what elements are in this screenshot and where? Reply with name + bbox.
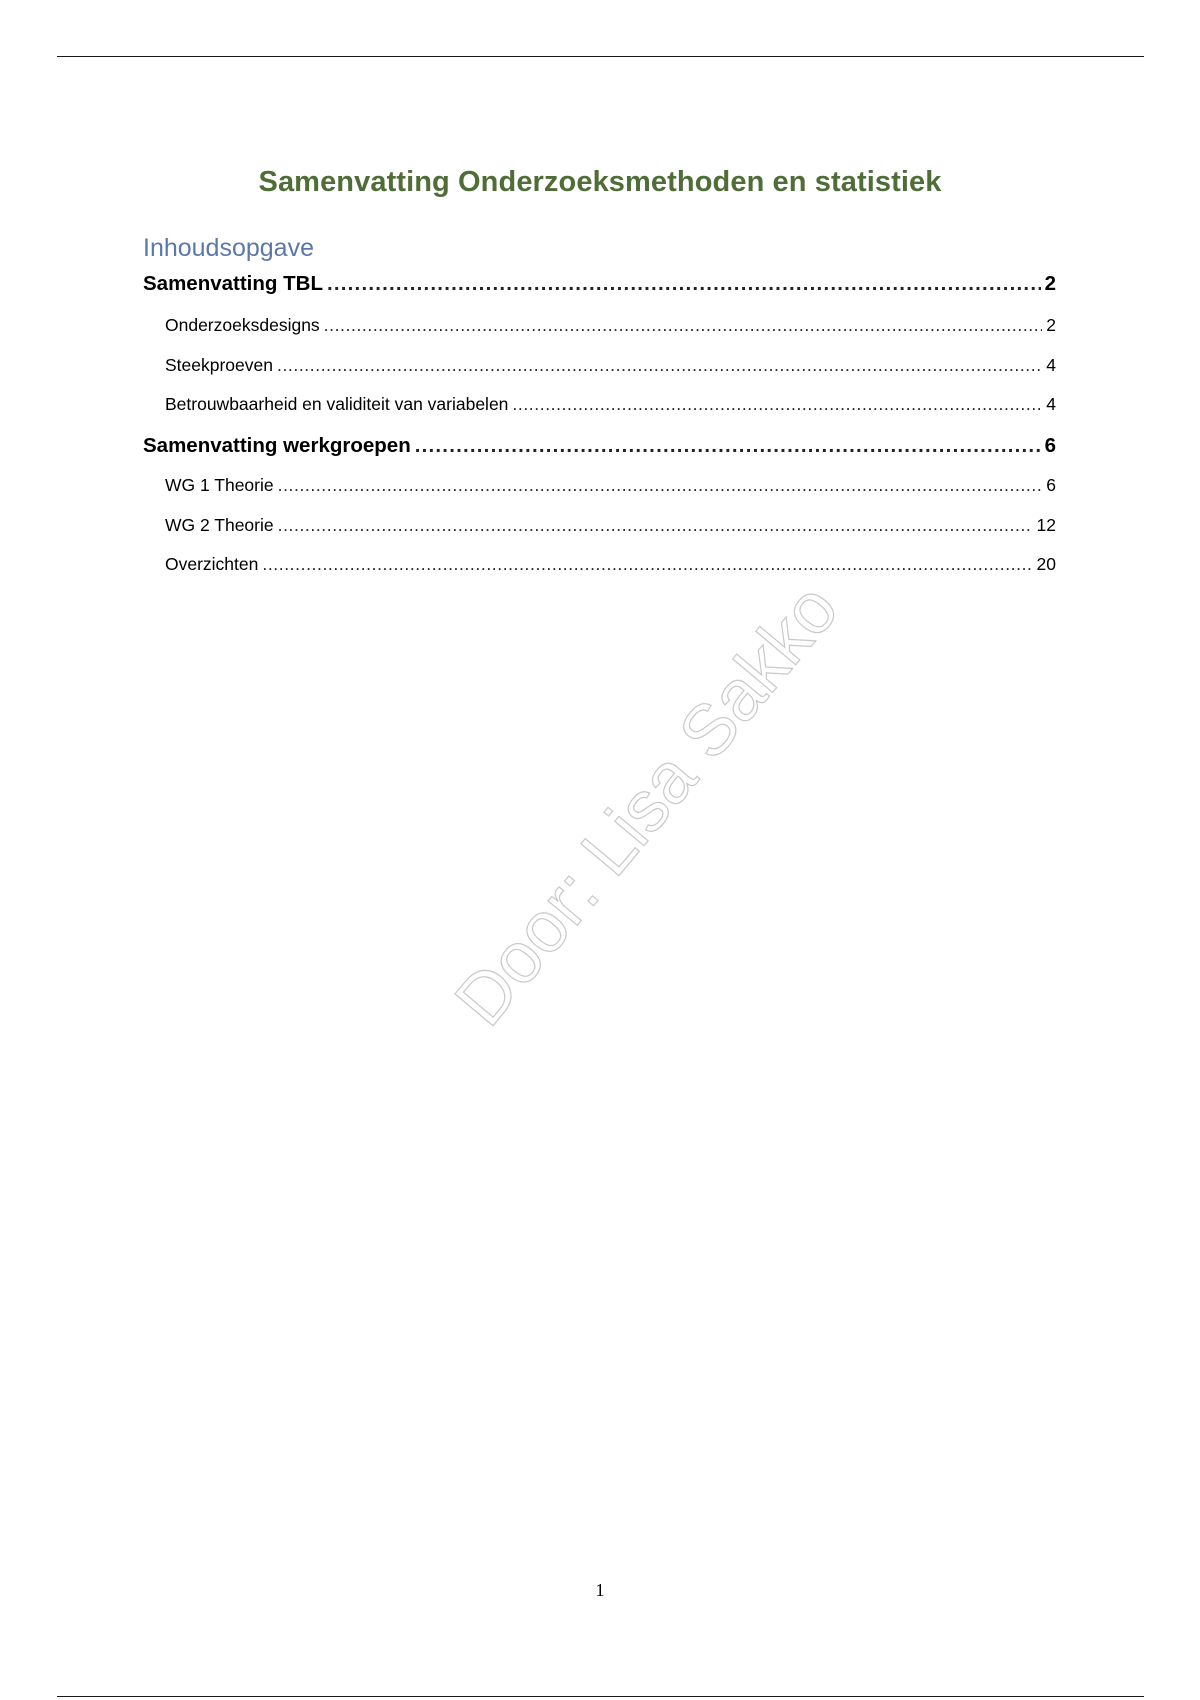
toc-entry-page: 2: [1044, 272, 1056, 295]
toc-entry-label: Samenvatting werkgroepen: [143, 434, 411, 457]
toc-dot-leader: [277, 355, 1042, 376]
toc-entry-steekproeven[interactable]: [165, 355, 1056, 376]
toc-heading: Inhoudsopgave: [143, 234, 314, 262]
page-number: 1: [595, 1580, 605, 1600]
toc-entry-page: 20: [1036, 554, 1056, 574]
toc-entry-samenvatting-werkgroepen[interactable]: [143, 434, 1056, 458]
toc-entry-label: WG 2 Theorie: [165, 515, 274, 535]
toc-entry-label: WG 1 Theorie: [165, 475, 274, 495]
footer-rule: [57, 1696, 1144, 1697]
toc-entry-label: Betrouwbaarheid en validiteit van variabelen: [165, 394, 509, 414]
toc-dot-leader: [278, 515, 1033, 536]
table-of-contents: [143, 0, 1056, 600]
toc-dot-leader: [262, 554, 1032, 575]
toc-dot-leader: [415, 434, 1041, 458]
toc-entry-label: Steekproeven: [165, 355, 273, 375]
toc-entry-betrouwbaarheid[interactable]: [165, 394, 1056, 415]
toc-entry-label: Samenvatting TBL: [143, 272, 323, 295]
toc-entry-label: Onderzoeksdesigns: [165, 315, 320, 335]
toc-entry-page: 4: [1046, 394, 1056, 414]
toc-entry-wg2-theorie[interactable]: [165, 515, 1056, 536]
toc-entry-overzichten[interactable]: [165, 554, 1056, 575]
toc-entry-page: 12: [1036, 515, 1056, 535]
toc-entry-onderzoeksdesigns[interactable]: [165, 315, 1056, 336]
toc-dot-leader: [327, 272, 1041, 296]
document-title: Samenvatting Onderzoeksmethoden en statistiek: [258, 166, 942, 198]
toc-dot-leader: [512, 394, 1042, 415]
toc-dot-leader: [278, 475, 1043, 496]
toc-entry-page: 4: [1046, 355, 1056, 375]
toc-entry-page: 2: [1046, 315, 1056, 335]
toc-dot-leader: [324, 315, 1043, 336]
toc-entry-page: 6: [1046, 475, 1056, 495]
toc-entry-page: 6: [1044, 434, 1056, 457]
toc-entry-label: Overzichten: [165, 554, 259, 574]
toc-entry-wg1-theorie[interactable]: [165, 475, 1056, 496]
toc-entry-samenvatting-tbl[interactable]: [143, 272, 1056, 296]
watermark: Door: Lisa Sakko: [440, 569, 854, 1041]
